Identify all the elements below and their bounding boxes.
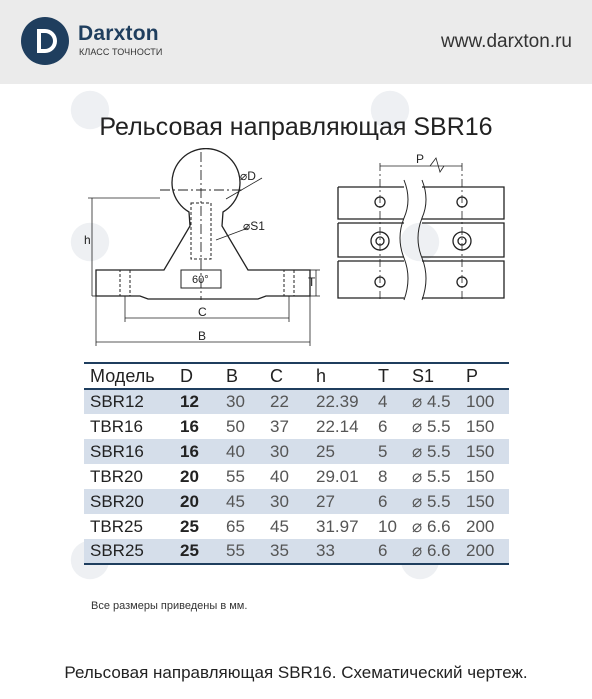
cell-b: 55 (226, 539, 270, 564)
spec-table (84, 362, 509, 565)
cell-d: 20 (180, 466, 199, 486)
cell-c: 45 (270, 516, 289, 536)
table-row (84, 414, 509, 439)
cell-p: 150 (466, 489, 509, 514)
cell-d: 25 (180, 539, 226, 564)
cell-b: 65 (226, 516, 245, 536)
label-angle: 60° (192, 274, 209, 286)
cell-p: 150 (466, 466, 495, 486)
cell-d: 16 (180, 439, 226, 464)
brand-tagline: КЛАСС ТОЧНОСТИ (79, 47, 163, 57)
cell-s1: ⌀ 6.6 (412, 516, 451, 536)
column-header-p: P (466, 363, 509, 389)
cell-model: SBR20 (84, 489, 180, 514)
cell-p: 200 (466, 539, 509, 564)
column-header-s1: S1 (412, 363, 466, 389)
cell-b: 50 (226, 416, 245, 436)
cell-h: 22.39 (316, 389, 378, 414)
cell-c: 37 (270, 416, 289, 436)
column-header-d: D (180, 363, 226, 389)
cell-t: 5 (378, 439, 412, 464)
cell-model: TBR25 (90, 516, 143, 536)
label-h: h (84, 233, 91, 247)
technical-drawing (0, 148, 592, 360)
cell-p: 100 (466, 389, 509, 414)
cell-t: 4 (378, 389, 412, 414)
cell-h: 27 (316, 489, 378, 514)
cell-c: 30 (270, 439, 316, 464)
table-header-row (84, 363, 509, 389)
cell-h: 31.97 (316, 516, 359, 536)
column-header-t: T (378, 363, 412, 389)
cell-c: 35 (270, 539, 316, 564)
column-header-h: h (316, 363, 378, 389)
column-header-model: Модель (84, 363, 180, 389)
cell-c: 30 (270, 489, 316, 514)
cell-d: 25 (180, 516, 199, 536)
cell-s1: ⌀ 4.5 (412, 389, 466, 414)
cell-c: 22 (270, 389, 316, 414)
label-s1: ⌀S1 (243, 219, 265, 233)
cell-h: 22.14 (316, 416, 359, 436)
cell-b: 30 (226, 389, 270, 414)
cell-p: 200 (466, 516, 495, 536)
cell-b: 40 (226, 439, 270, 464)
top-view-drawing (338, 158, 504, 302)
cell-c: 40 (270, 466, 289, 486)
column-header-b: B (226, 363, 270, 389)
cell-b: 55 (226, 466, 245, 486)
cell-s1: ⌀ 5.5 (412, 439, 466, 464)
table-row (84, 489, 509, 514)
cell-t: 6 (378, 416, 388, 436)
cell-s1: ⌀ 5.5 (412, 466, 451, 486)
darxton-logo-icon[interactable] (20, 16, 70, 66)
cell-model: SBR12 (84, 389, 180, 414)
table-row (84, 539, 509, 564)
cell-model: TBR20 (90, 466, 143, 486)
cell-s1: ⌀ 6.6 (412, 539, 466, 564)
label-b: B (198, 329, 207, 343)
page-title: Рельсовая направляющая SBR16 (99, 113, 493, 141)
cell-s1: ⌀ 5.5 (412, 489, 466, 514)
figure-caption: Рельсовая направляющая SBR16. Схематический чертеж. (64, 663, 528, 682)
cell-model: TBR16 (90, 416, 143, 436)
cell-t: 10 (378, 516, 397, 536)
cell-t: 6 (378, 539, 412, 564)
label-t: T (308, 275, 316, 289)
table-row (84, 389, 509, 414)
label-diameter-d: ⌀D (240, 169, 256, 183)
table-row (84, 464, 509, 489)
cell-t: 6 (378, 489, 412, 514)
label-p: P (416, 152, 425, 166)
cell-h: 25 (316, 439, 378, 464)
units-note: Все размеры приведены в мм. (91, 600, 248, 612)
cell-model: SBR25 (84, 539, 180, 564)
cell-h: 29.01 (316, 466, 359, 486)
cell-s1: ⌀ 5.5 (412, 416, 451, 436)
cell-d: 16 (180, 416, 199, 436)
site-url-link[interactable]: www.darxton.ru (441, 31, 572, 52)
label-c: C (198, 305, 207, 319)
cell-t: 8 (378, 466, 388, 486)
cell-model: SBR16 (84, 439, 180, 464)
side-view-labels (84, 169, 316, 343)
table-row (84, 514, 509, 539)
table-row (84, 439, 509, 464)
column-header-c: C (270, 363, 316, 389)
cell-h: 33 (316, 539, 378, 564)
cell-p: 150 (466, 416, 495, 436)
brand-name: Darxton (78, 22, 159, 45)
cell-d: 12 (180, 389, 226, 414)
cell-d: 20 (180, 489, 226, 514)
top-view-labels (416, 152, 424, 166)
cell-b: 45 (226, 489, 270, 514)
cell-p: 150 (466, 439, 509, 464)
site-header (0, 0, 592, 84)
